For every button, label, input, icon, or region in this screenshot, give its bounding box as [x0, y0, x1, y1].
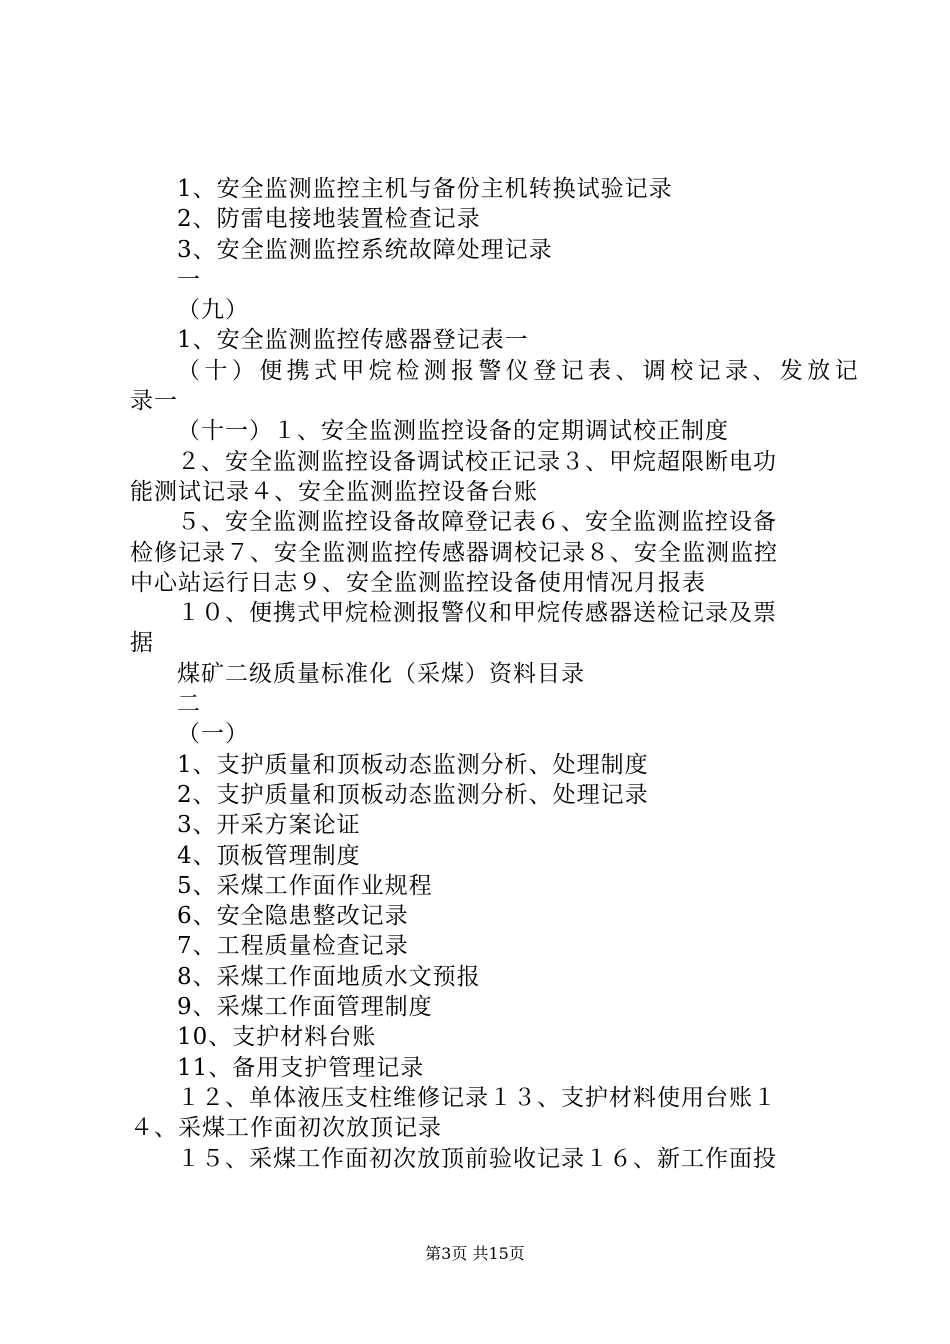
- text-line: １５、采煤工作面初次放顶前验收记录１６、新工作面投: [177, 1145, 777, 1172]
- text-line: （十）便携式甲烷检测报警仪登记表、调校记录、发放记: [177, 357, 862, 384]
- text-line: 1、安全监测监控传感器登记表一: [177, 327, 529, 354]
- text-line: １２、单体液压支柱维修记录１３、支护材料使用台账１: [177, 1084, 777, 1111]
- page-number-footer: 第3页 共15页: [425, 1244, 525, 1263]
- document-body: [130, 174, 862, 1174]
- section-heading: （九）: [177, 297, 249, 324]
- text-line: １０、便携式甲烷检测报警仪和甲烷传感器送检记录及票: [177, 600, 777, 627]
- text-line: 据: [130, 630, 154, 657]
- text-line: 3、安全监测监控系统故障处理记录: [177, 236, 553, 263]
- list-item: 4、顶板管理制度: [177, 842, 361, 869]
- text-line: 二: [177, 691, 201, 718]
- text-line: 2、防雷电接地装置检查记录: [177, 206, 481, 233]
- text-line: 录一: [130, 388, 178, 415]
- text-line: ２、安全监测监控设备调试校正记录３、甲烷超限断电功: [177, 448, 777, 475]
- list-item: 1、支护质量和顶板动态监测分析、处理制度: [177, 751, 649, 778]
- list-item: 6、安全隐患整改记录: [177, 903, 409, 930]
- text-line: （十一）１、安全监测监控设备的定期调试校正制度: [177, 418, 729, 445]
- list-item: 8、采煤工作面地质水文预报: [177, 963, 481, 990]
- list-item: 11、备用支护管理记录: [177, 1054, 425, 1081]
- list-item: 2、支护质量和顶板动态监测分析、处理记录: [177, 781, 649, 808]
- text-line: 一: [177, 266, 201, 293]
- text-line: ４、采煤工作面初次放顶记录: [130, 1115, 442, 1142]
- list-item: 3、开采方案论证: [177, 812, 361, 839]
- text-line: 检修记录７、安全监测监控传感器调校记录８、安全监测监控: [130, 539, 778, 566]
- list-item: 10、支护材料台账: [177, 1024, 377, 1051]
- list-item: 7、工程质量检查记录: [177, 933, 409, 960]
- list-item: 5、采煤工作面作业规程: [177, 872, 433, 899]
- text-line: ５、安全监测监控设备故障登记表６、安全监测监控设备: [177, 509, 777, 536]
- text-line: 1、安全监测监控主机与备份主机转换试验记录: [177, 176, 673, 202]
- list-item: 9、采煤工作面管理制度: [177, 994, 433, 1021]
- text-line: 能测试记录４、安全监测监控设备台账: [130, 478, 538, 505]
- section-heading: （一）: [177, 721, 249, 748]
- text-line: 中心站运行日志９、安全监测监控设备使用情况月报表: [130, 569, 706, 596]
- document-subtitle: 煤矿二级质量标准化（采煤）资料目录: [177, 660, 585, 687]
